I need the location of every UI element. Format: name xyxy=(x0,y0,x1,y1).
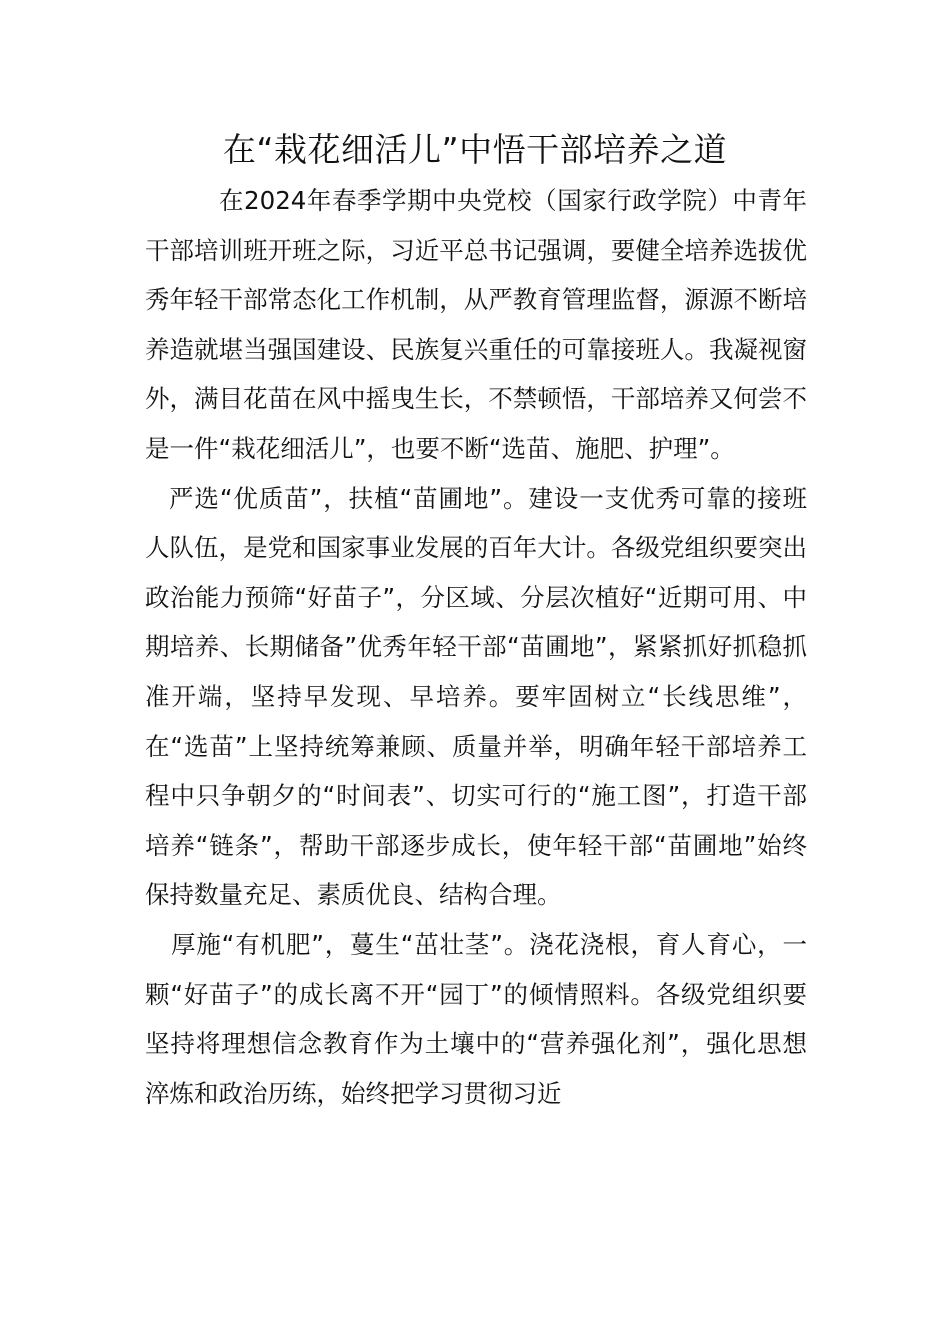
paragraph-fertilize: 厚施“有机肥”，蔓生“茁壮茎”。浇花浇根，育人育心，一颗“好苗子”的成长离不开“园丁”的倾情照料。各级党组织要坚持将理想信念教育作为土壤中的“营养强化剂”，强化思想淬炼和政治历练，始终把学习贯彻习近 xyxy=(145,929,807,1108)
document-title: 在“栽花细活儿”中悟干部培养之道 xyxy=(222,130,728,169)
paragraph-select-seedlings: 严选“优质苗”，扶植“苗圃地”。建设一支优秀可靠的接班人队伍，是党和国家事业发展的百年大计。各级党组织要突出政治能力预筛“好苗子”，分区域、分层次植好“近期可用、中期培养、长期储备”优秀年轻干部“苗圃地”，紧紧抓好抓稳抓准开端，坚持早发现、早培养。要牢固树立“长线思维”，在“选苗”上坚持统筹兼顾、质量并举，明确年轻干部培养工程中只争朝夕的“时间表”、切实可行的“施工图”，打造干部培养“链条”，帮助干部逐步成长，使年轻干部“苗圃地”始终保持数量充足、素质优良、结构合理。 xyxy=(145,483,807,910)
document-body xyxy=(145,176,807,1118)
paragraph-intro: 在2024年春季学期中央党校（国家行政学院）中青年干部培训班开班之际，习近平总书记强调，要健全培养选拔优秀年轻干部常态化工作机制，从严教育管理监督，源源不断培养造就堪当强国建设、民族复兴重任的可靠接班人。我凝视窗外，满目花苗在风中摇曳生长，不禁顿悟，干部培养又何尝不是一件“栽花细活儿”，也要不断“选苗、施肥、护理”。 xyxy=(145,186,807,463)
